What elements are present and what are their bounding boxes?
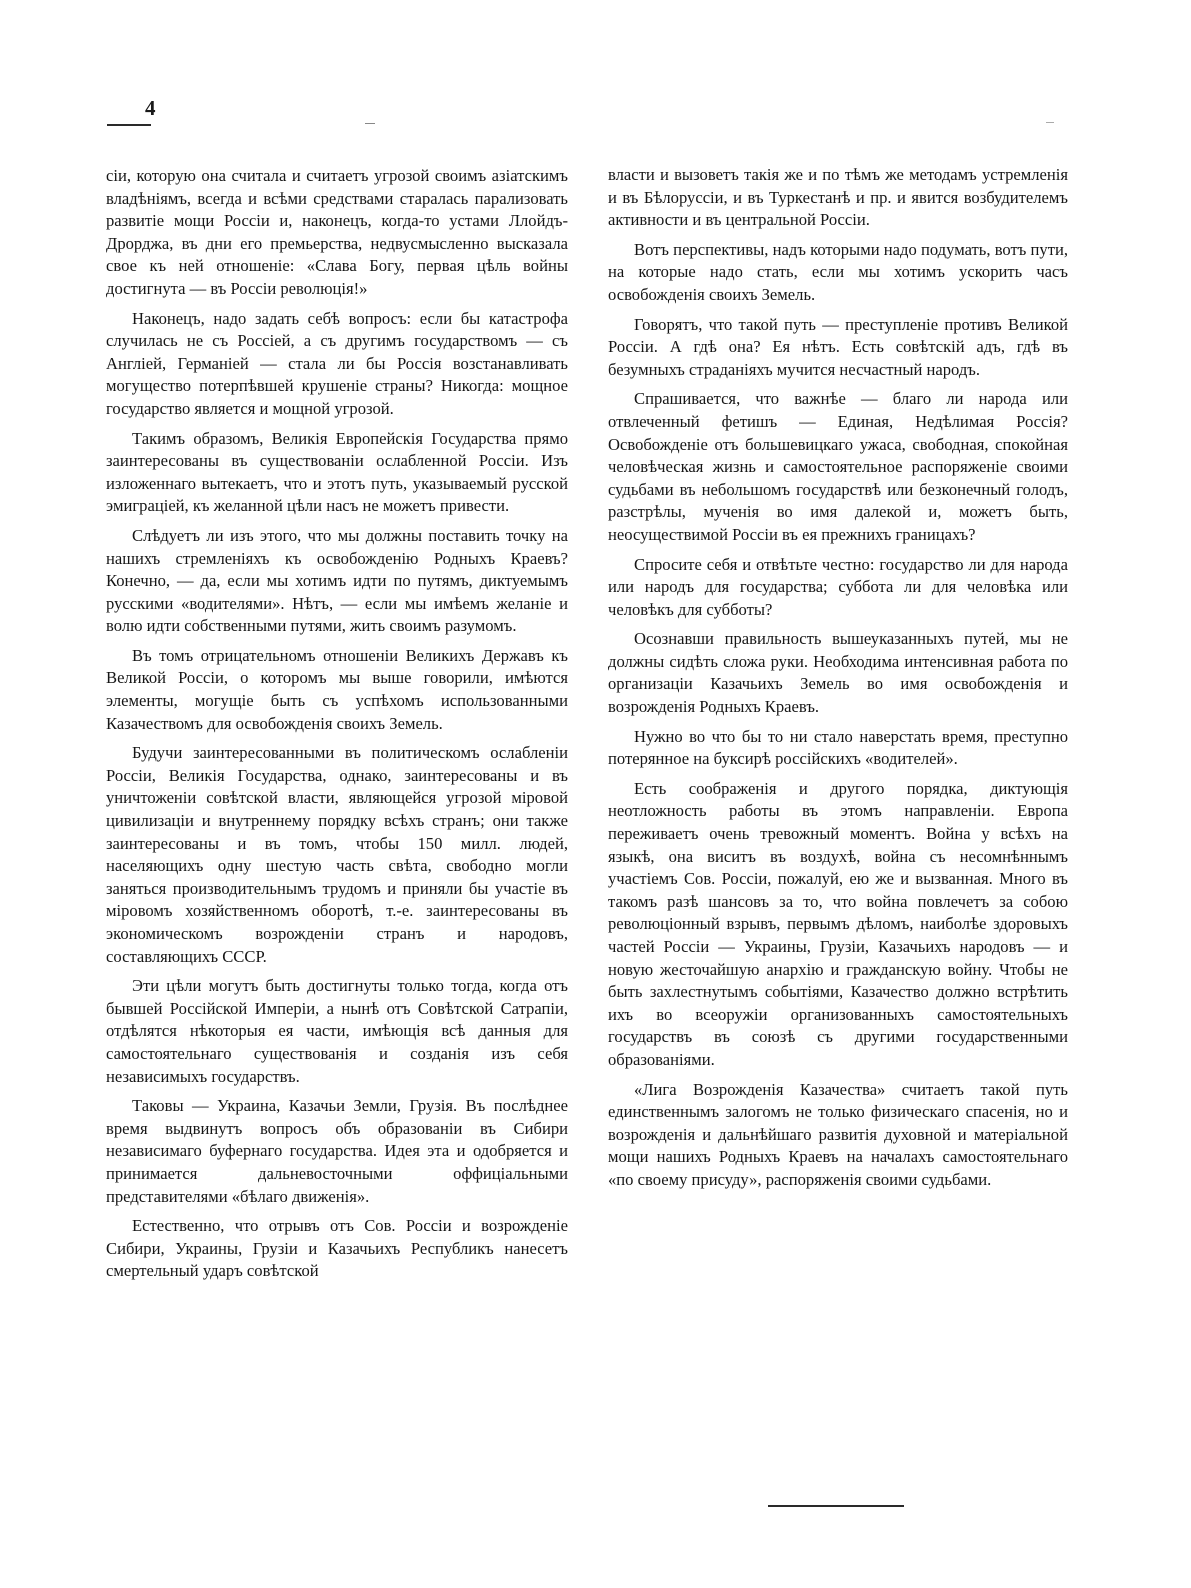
right-column — [608, 164, 1068, 1199]
paragraph: Эти цѣли могутъ быть достигнуты только тогда, когда отъ бывшей Россійской Имперіи, а нынѣ отъ Совѣтской Сатрапіи, отдѣлятся нѣкоторыя ея части, имѣющія всѣ данныя для самостоятельнаго существованія и созданія изъ себя независимыхъ государствъ. — [106, 976, 568, 1086]
section-end-rule — [768, 1505, 904, 1507]
paragraph: Будучи заинтересованными въ политическомъ ослабленіи Россіи, Великія Государства, однако, заинтересованы и въ уничтоженіи совѣтской власти, являющейся угрозой міровой цивилизаціи и внутреннему порядку всѣхъ странъ; они также заинтересованы и въ томъ, чтобы 150 милл. людей, населяющихъ одну шестую часть свѣта, свободно могли заняться производительнымъ трудомъ и приняли бы участіе въ міровомъ хозяйственномъ оборотѣ, т.-е. заинтересованы въ экономическомъ возрожденіи странъ и народовъ, составляющихъ СССР. — [106, 743, 568, 966]
paragraph: Осознавши правильность вышеуказанныхъ путей, мы не должны сидѣть сложа руки. Необходима интенсивная работа по организаціи Казачьихъ Земель во имя освобожденія и возрожденія Родныхъ Краевъ. — [608, 629, 1068, 717]
paragraph: Наконецъ, надо задать себѣ вопросъ: если бы катастрофа случилась не съ Россіей, а съ другимъ государствомъ — съ Англіей, Германіей — стала ли бы Россія возстанавливать могущество потерпѣвшей крушеніе страны? Никогда: мощное государство является и мощной угрозой. — [106, 308, 568, 418]
paragraph: Спросите себя и отвѣтьте честно: государство ли для народа или народъ для государства; суббота ли для человѣка или человѣкъ для субботы? — [608, 554, 1068, 619]
page-number: 4 — [145, 96, 156, 120]
paragraph: Вотъ перспективы, надъ которыми надо подумать, вотъ пути, на которые надо стать, если мы хотимъ ускорить часъ освобожденія своихъ Земель. — [608, 239, 1068, 304]
paragraph: Слѣдуетъ ли изъ этого, что мы должны поставить точку на нашихъ стремленіяхъ къ освобожденію Родныхъ Краевъ? Конечно, — да, если мы хотимъ идти по путямъ, диктуемымъ русскими «водителями». Нѣтъ, — если мы имѣемъ желаніе и волю идти собственными путями, жить своимъ разумомъ. — [106, 525, 568, 636]
header-rule-center — [365, 123, 375, 124]
paragraph: Говорятъ, что такой путь — преступленіе противъ Великой Россіи. А гдѣ она? Ея нѣтъ. Есть совѣтскій адъ, гдѣ въ безумныхъ страданіяхъ мучится несчастный народъ. — [608, 314, 1068, 379]
paragraph: сіи, которую она считала и считаетъ угрозой своимъ азіатскимъ владѣніямъ, всегда и всѣми средствами старалась парализовать развитіе мощи Россіи и, наконецъ, когда-то устами Ллойдъ-Дрорджа, въ дни его премьерства, недвусмысленно высказала свое къ ней отношеніе: «Слава Богу, первая цѣль войны достигнута — въ Россіи революція!» — [106, 166, 568, 298]
left-column — [106, 165, 568, 1290]
paragraph: Есть соображенія и другого порядка, диктующія неотложность работы въ этомъ направленіи. Европа переживаетъ очень тревожный моментъ. Война у всѣхъ на языкѣ, она виситъ въ воздухѣ, война съ несомнѣннымъ участіемъ Сов. Россіи, пожалуй, ею же и вызванная. Много въ такомъ разѣ шансовъ за то, что война повлечетъ за собою революціонный взрывъ, первымъ дѣломъ, наиболѣе здоровыхъ частей Россіи — Украины, Грузіи, Казачьихъ народовъ — и новую жесточайшую анархію и гражданскую войну. Чтобы не быть захлестнутымъ событіями, Казачество должно встрѣтить ихъ во всеоружіи организованныхъ самостоятельныхъ государствъ въ союзѣ съ другими государственными образованіями. — [608, 778, 1068, 1069]
paragraph: Въ томъ отрицательномъ отношеніи Великихъ Державъ къ Великой Россіи, о которомъ мы выше говорили, имѣются элементы, могущіе быть съ успѣхомъ использованными Казачествомъ для освобожденія своихъ Земель. — [106, 645, 568, 733]
paragraph: Таковы — Украина, Казачьи Земли, Грузія. Въ послѣднее время выдвинутъ вопросъ объ образованіи въ Сибири независимаго буфернаго государства. Идея эта и одобряется и принимается дальневосточными оффиціальными представителями «бѣлаго движенія». — [106, 1096, 568, 1206]
paragraph: Такимъ образомъ, Великія Европейскія Государства прямо заинтересованы въ существованіи ослабленной Россіи. Изъ изложеннаго вытекаетъ, что и этотъ путь, указываемый русской эмиграціей, къ желанной цѣли насъ не можетъ привести. — [106, 428, 568, 516]
paragraph: «Лига Возрожденія Казачества» считаетъ такой путь единственнымъ залогомъ не только физическаго спасенія, но и возрожденія и дальнѣйшаго развитія духовной и матеріальной мощи нашихъ Родныхъ Краевъ на началахъ самостоятельнаго «по своему присуду», распоряженія своими судьбами. — [608, 1079, 1068, 1189]
paragraph: власти и вызоветъ такія же и по тѣмъ же методамъ устремленія и въ Бѣлоруссіи, и въ Туркестанѣ и пр. и явится возбудителемъ активности и въ центральной Россіи. — [608, 165, 1068, 230]
header-rule-left — [107, 124, 151, 126]
paragraph: Естественно, что отрывъ отъ Сов. Россіи и возрожденіе Сибири, Украины, Грузіи и Казачьихъ Республикъ нанесетъ смертельный ударъ совѣтской — [106, 1216, 568, 1281]
header-rule-right — [1046, 122, 1054, 123]
paragraph: Спрашивается, что важнѣе — благо ли народа или отвлеченный фетишъ — Единая, Недѣлимая Россія? Освобожденіе отъ большевицкаго ужаса, свободная, спокойная человѣческая жизнь и самостоятельное распоряженіе своими судьбами въ небольшомъ государствѣ или безконечный голодъ, разстрѣлы, мученія во имя далекой и, можетъ быть, неосуществимой Россіи въ ея прежнихъ границахъ? — [608, 389, 1068, 544]
paragraph: Нужно во что бы то ни стало наверстать время, преступно потерянное на буксирѣ россійскихъ «водителей». — [608, 726, 1068, 769]
